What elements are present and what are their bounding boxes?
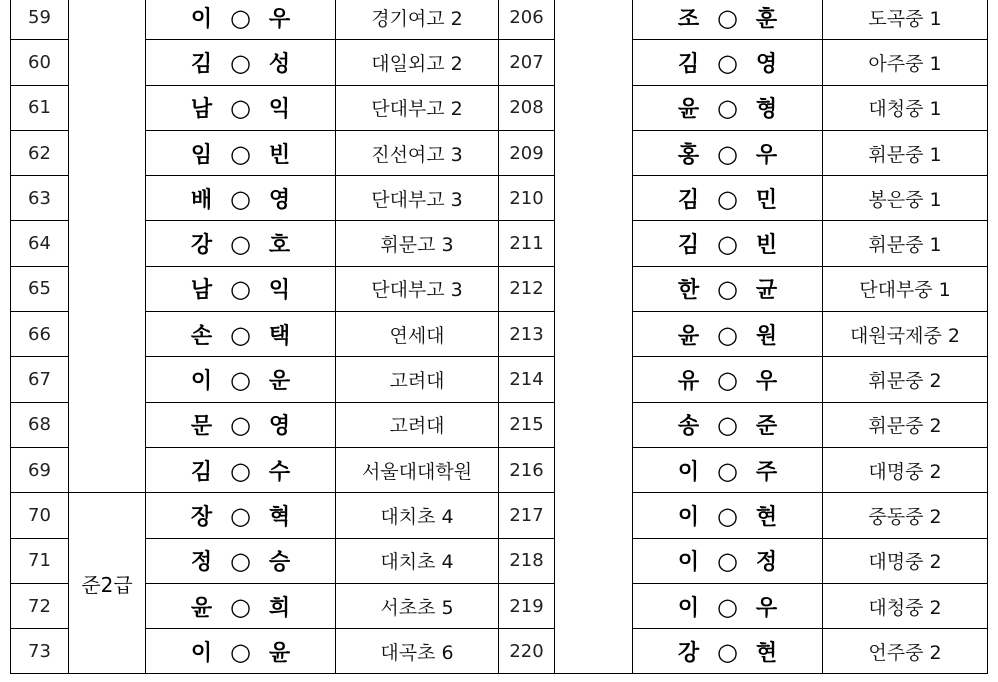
row-number: 71 — [11, 538, 69, 583]
name-character: 김 — [677, 51, 700, 77]
row-number: 72 — [11, 583, 69, 628]
school-cell: 대치초 4 — [336, 493, 499, 538]
name-character: 주 — [755, 459, 778, 485]
name-character: 김 — [677, 187, 700, 213]
name-cell — [146, 357, 336, 402]
name-character: 이 — [677, 550, 700, 576]
name-character: 손 — [190, 323, 213, 349]
name-mask-circle: ○ — [230, 456, 251, 485]
school-cell: 고려대 — [336, 402, 499, 447]
grade-group-blank — [69, 0, 146, 493]
school-cell: 단대부중 1 — [823, 266, 988, 311]
name-character: 빈 — [268, 142, 291, 168]
name-character: 김 — [190, 459, 213, 485]
name-cell — [633, 176, 823, 221]
school-cell: 단대부고 3 — [336, 266, 499, 311]
name-character: 현 — [755, 504, 778, 530]
row-number: 66 — [11, 312, 69, 357]
row-number: 220 — [499, 629, 555, 674]
row-number: 60 — [11, 40, 69, 85]
school-cell: 휘문고 3 — [336, 221, 499, 266]
table-row — [11, 221, 988, 266]
school-cell: 단대부고 3 — [336, 176, 499, 221]
school-cell: 대명중 2 — [823, 447, 988, 492]
table-row — [11, 312, 988, 357]
name-mask-circle: ○ — [717, 366, 738, 395]
name-cell — [146, 221, 336, 266]
name-character: 빈 — [755, 233, 778, 259]
name-character: 준 — [755, 414, 778, 440]
name-character: 이 — [190, 640, 213, 666]
name-character: 영 — [268, 414, 291, 440]
row-number: 218 — [499, 538, 555, 583]
school-cell: 아주중 1 — [823, 40, 988, 85]
row-number: 73 — [11, 629, 69, 674]
school-cell: 고려대 — [336, 357, 499, 402]
name-character: 한 — [677, 278, 700, 304]
school-cell: 도곡중 1 — [823, 0, 988, 40]
name-mask-circle: ○ — [717, 592, 738, 621]
row-number: 212 — [499, 266, 555, 311]
table-row — [11, 402, 988, 447]
grade-group-blank — [555, 0, 633, 674]
name-character: 윤 — [268, 640, 291, 666]
table-row — [11, 0, 988, 40]
name-character: 우 — [268, 6, 291, 32]
name-character: 조 — [677, 6, 700, 32]
name-mask-circle: ○ — [230, 411, 251, 440]
row-number: 69 — [11, 447, 69, 492]
row-number: 65 — [11, 266, 69, 311]
name-character: 이 — [190, 6, 213, 32]
name-character: 원 — [755, 323, 778, 349]
table-row — [11, 538, 988, 583]
name-cell — [633, 266, 823, 311]
name-cell — [633, 85, 823, 130]
name-character: 홍 — [677, 142, 700, 168]
row-number: 217 — [499, 493, 555, 538]
roster-body — [11, 0, 988, 674]
name-mask-circle: ○ — [230, 230, 251, 259]
name-character: 남 — [190, 97, 213, 123]
name-cell — [146, 176, 336, 221]
name-cell — [146, 312, 336, 357]
name-cell — [633, 312, 823, 357]
name-mask-circle: ○ — [717, 320, 738, 349]
school-cell: 대원국제중 2 — [823, 312, 988, 357]
name-cell — [633, 130, 823, 175]
table-row — [11, 447, 988, 492]
school-cell: 휘문중 2 — [823, 357, 988, 402]
row-number: 206 — [499, 0, 555, 40]
name-cell — [633, 629, 823, 674]
name-character: 강 — [190, 233, 213, 259]
school-cell: 언주중 2 — [823, 629, 988, 674]
name-mask-circle: ○ — [230, 592, 251, 621]
name-character: 훈 — [755, 6, 778, 32]
name-character: 현 — [755, 640, 778, 666]
name-mask-circle: ○ — [717, 94, 738, 123]
name-mask-circle: ○ — [717, 230, 738, 259]
name-character: 형 — [755, 97, 778, 123]
name-cell — [633, 493, 823, 538]
name-character: 익 — [268, 278, 291, 304]
roster-table — [10, 0, 988, 674]
name-character: 배 — [190, 187, 213, 213]
name-character: 택 — [268, 323, 291, 349]
name-cell — [633, 538, 823, 583]
name-character: 이 — [190, 369, 213, 395]
name-mask-circle: ○ — [717, 411, 738, 440]
name-character: 혁 — [268, 504, 291, 530]
name-character: 강 — [677, 640, 700, 666]
row-number: 215 — [499, 402, 555, 447]
row-number: 216 — [499, 447, 555, 492]
name-cell — [633, 357, 823, 402]
school-cell: 휘문중 2 — [823, 402, 988, 447]
name-mask-circle: ○ — [717, 184, 738, 213]
school-cell: 중동중 2 — [823, 493, 988, 538]
name-character: 희 — [268, 595, 291, 621]
name-cell — [146, 629, 336, 674]
table-row — [11, 583, 988, 628]
name-mask-circle: ○ — [230, 48, 251, 77]
table-row — [11, 130, 988, 175]
name-mask-circle: ○ — [717, 3, 738, 32]
name-character: 이 — [677, 595, 700, 621]
table-row — [11, 176, 988, 221]
name-cell — [633, 447, 823, 492]
name-character: 정 — [190, 550, 213, 576]
school-cell: 휘문중 1 — [823, 130, 988, 175]
school-cell: 대청중 2 — [823, 583, 988, 628]
row-number: 67 — [11, 357, 69, 402]
row-number: 210 — [499, 176, 555, 221]
table-row — [11, 85, 988, 130]
row-number: 213 — [499, 312, 555, 357]
name-character: 윤 — [677, 97, 700, 123]
name-character: 남 — [190, 278, 213, 304]
name-character: 영 — [755, 51, 778, 77]
school-cell: 서초초 5 — [336, 583, 499, 628]
name-cell — [633, 40, 823, 85]
name-character: 균 — [755, 278, 778, 304]
name-character: 윤 — [677, 323, 700, 349]
name-character: 송 — [677, 414, 700, 440]
name-character: 김 — [677, 233, 700, 259]
name-cell — [633, 583, 823, 628]
name-character: 호 — [268, 233, 291, 259]
name-mask-circle: ○ — [717, 275, 738, 304]
name-mask-circle: ○ — [230, 366, 251, 395]
name-character: 김 — [190, 51, 213, 77]
name-character: 우 — [755, 142, 778, 168]
name-character: 승 — [268, 550, 291, 576]
name-mask-circle: ○ — [230, 275, 251, 304]
school-cell: 휘문중 1 — [823, 221, 988, 266]
name-character: 이 — [677, 504, 700, 530]
name-cell — [146, 130, 336, 175]
name-cell — [146, 402, 336, 447]
name-mask-circle: ○ — [230, 139, 251, 168]
name-mask-circle: ○ — [230, 637, 251, 666]
name-mask-circle: ○ — [230, 547, 251, 576]
table-row — [11, 629, 988, 674]
name-cell — [146, 0, 336, 40]
row-number: 211 — [499, 221, 555, 266]
name-character: 유 — [677, 369, 700, 395]
school-cell: 대치초 4 — [336, 538, 499, 583]
name-character: 우 — [755, 595, 778, 621]
name-character: 우 — [755, 369, 778, 395]
name-mask-circle: ○ — [230, 94, 251, 123]
name-mask-circle: ○ — [717, 501, 738, 530]
name-cell — [146, 266, 336, 311]
row-number: 68 — [11, 402, 69, 447]
name-cell — [146, 493, 336, 538]
row-number: 219 — [499, 583, 555, 628]
name-cell — [146, 447, 336, 492]
row-number: 62 — [11, 130, 69, 175]
school-cell: 대청중 1 — [823, 85, 988, 130]
table-row — [11, 266, 988, 311]
name-cell — [146, 85, 336, 130]
school-cell: 경기여고 2 — [336, 0, 499, 40]
name-cell — [633, 402, 823, 447]
table-row — [11, 40, 988, 85]
name-character: 영 — [268, 187, 291, 213]
name-character: 문 — [190, 414, 213, 440]
name-mask-circle: ○ — [717, 48, 738, 77]
table-row — [11, 493, 988, 538]
name-mask-circle: ○ — [230, 3, 251, 32]
row-number: 59 — [11, 0, 69, 40]
school-cell: 서울대대학원 — [336, 447, 499, 492]
name-character: 임 — [190, 142, 213, 168]
row-number: 61 — [11, 85, 69, 130]
school-cell: 대명중 2 — [823, 538, 988, 583]
name-character: 수 — [268, 459, 291, 485]
name-mask-circle: ○ — [717, 456, 738, 485]
school-cell: 봉은중 1 — [823, 176, 988, 221]
name-character: 익 — [268, 97, 291, 123]
name-cell — [146, 583, 336, 628]
name-character: 민 — [755, 187, 778, 213]
name-mask-circle: ○ — [717, 547, 738, 576]
school-cell: 연세대 — [336, 312, 499, 357]
row-number: 208 — [499, 85, 555, 130]
row-number: 70 — [11, 493, 69, 538]
name-cell — [633, 221, 823, 266]
row-number: 207 — [499, 40, 555, 85]
name-mask-circle: ○ — [230, 501, 251, 530]
name-mask-circle: ○ — [230, 184, 251, 213]
school-cell: 대일외고 2 — [336, 40, 499, 85]
name-cell — [633, 0, 823, 40]
row-number: 64 — [11, 221, 69, 266]
name-character: 이 — [677, 459, 700, 485]
row-number: 209 — [499, 130, 555, 175]
school-cell: 진선여고 3 — [336, 130, 499, 175]
name-cell — [146, 40, 336, 85]
row-number: 214 — [499, 357, 555, 402]
table-row — [11, 357, 988, 402]
name-cell — [146, 538, 336, 583]
name-mask-circle: ○ — [230, 320, 251, 349]
name-character: 성 — [268, 51, 291, 77]
row-number: 63 — [11, 176, 69, 221]
grade-label: 준2급 — [69, 493, 146, 674]
name-character: 윤 — [190, 595, 213, 621]
name-mask-circle: ○ — [717, 637, 738, 666]
school-cell: 단대부고 2 — [336, 85, 499, 130]
name-character: 운 — [268, 369, 291, 395]
name-mask-circle: ○ — [717, 139, 738, 168]
name-character: 정 — [755, 550, 778, 576]
school-cell: 대곡초 6 — [336, 629, 499, 674]
name-character: 장 — [190, 504, 213, 530]
